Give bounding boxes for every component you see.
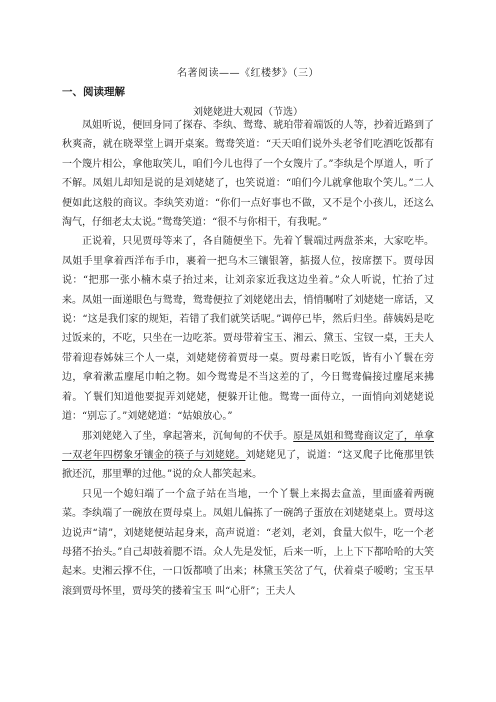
- underlined-sentence: 原是凤姐和鸳鸯商议定了，单拿一双老年四楞象牙镶金的筷子与刘姥姥。: [62, 430, 435, 461]
- paragraph-3: [62, 427, 434, 485]
- paragraph-1: 凤姐听说，便回身同了探春、李纨、鸳鸯、琥珀带着端饭的人等，抄着近路到了秋爽斋，就在晓翠堂上调开桌案。鸳鸯笑道：“天天咱们说外头老爷们吃酒吃饭都有一个篾片相公，拿他取笑儿，咱们今儿也得了一个女篾片了。”李纨是个厚道人，听了不解。凤姐儿却知是说的是刘姥姥了，也笑说道：“咱们今儿就拿他取个笑儿。”二人便如此这般的商议。李纨笑劝道：“你们一点好事也不做，又不是个小孩儿，还这么淘气，仔细老太太说。”鸳鸯笑道：“很不与你相干，有我呢。”: [62, 120, 434, 229]
- paragraph-2: 正说着，只见贾母等来了，各自随便坐下。先着丫鬟端过两盘茶来，大家吃毕。凤姐手里拿着西洋布手巾，裹着一把乌木三镶银箸，掂掇人位，按席摆下。贾母因说：“把那一张小楠木桌子抬过来，让刘亲家近我这边坐着。”众人听说，忙抬了过来。凤姐一面递眼色与鸳鸯，鸳鸯便拉了刘姥姥出去，悄悄嘱咐了刘姥姥一席话，又说：“这是我们家的规矩，若错了我们就笑话呢。”调停已毕，然后归坐。薛姨妈是吃过饭来的，不吃，只坐在一边吃茶。贾母带着宝玉、湘云、黛玉、宝钗一桌，王夫人带着迎春姊妹三个人一桌，刘姥姥傍着贾母一桌。贾母素日吃饭，皆有小丫鬟在旁边，拿着漱盂麈尾巾帕之物。如今鸳鸯是不当这差的了，今日鸳鸯偏接过麈尾来拂着。丫鬟们知道他要捉弄刘姥姥，便躲开让他。鸳鸯一面侍立，一面悄向刘姥姥说道：“别忘了。”刘姥姥道：“姑娘放心。”: [62, 236, 434, 423]
- paragraph-4: 只见一个媳妇端了一个盒子站在当地，一个丫鬟上来揭去盒盖，里面盛着两碗菜。李纨端了一碗放在贾母桌上。凤姐儿偏拣了一碗鸽子蛋放在刘姥姥桌上。贾母这边说声“请”，刘姥姥便站起身来，高声说道：“老刘，老刘，食量大似牛，吃一个老母猪不抬头。”自己却鼓着腮不语。众人先是发怔，后来一听，上上下下都哈哈的大笑起来。史湘云撑不住，一口饭都喷了出来；林黛玉笑岔了气，伏着桌子嗳哟；宝玉早滚到贾母怀里，贾母笑的搂着宝玉 叫“心肝”；王夫人: [62, 488, 434, 597]
- paragraph-3-tail: 刘姥姥见了，说道：“这叉爬子比俺那里铁掀还沉，那里犟的过他。”说的众人都笑起来。: [62, 449, 434, 481]
- document-title: 名著阅读——《红楼梦》（三）: [177, 68, 319, 79]
- section-heading: 一、阅读理解: [62, 86, 125, 98]
- passage-body: [62, 116, 434, 601]
- paragraph-3-lead: 那刘姥姥入了坐，拿起箸来，沉甸甸的不伏手。: [82, 430, 294, 442]
- passage-title: 刘姥姥进大观园（节选）: [193, 107, 303, 118]
